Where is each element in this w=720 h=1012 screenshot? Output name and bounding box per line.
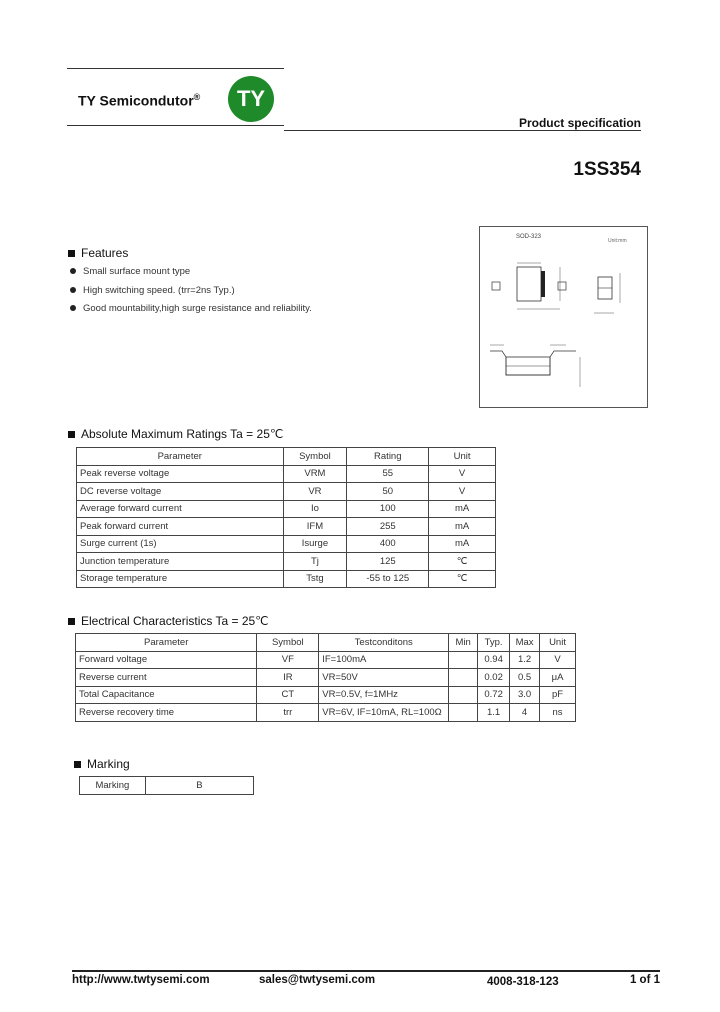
max-cell: 0.5 [510,669,540,687]
feature-item: High switching speed. (trr=2ns Typ.) [68,282,312,301]
column-header: Symbol [257,634,319,652]
max-cell: 3.0 [510,686,540,704]
footer-email[interactable]: sales@twtysemi.com [259,974,376,986]
section-square-icon [74,761,81,768]
top-view-body [517,267,541,301]
footer-phone: 4008-318-123 [487,976,559,988]
section-square-icon [68,618,75,625]
table-row [77,518,496,536]
condition-cell: IF=100mA [319,651,449,669]
top-view-band [541,271,545,297]
header-top-rule [67,68,284,69]
parameter-cell: Reverse current [76,669,257,687]
rating-cell: 255 [347,518,429,536]
parameter-cell: Surge current (1s) [77,535,284,553]
bottom-view-leads [490,351,576,375]
typ-cell: 1.1 [478,704,510,722]
column-header: Symbol [283,448,347,466]
table-row [76,669,576,687]
elec-title: Electrical Characteristics Ta = 25℃ [81,614,269,628]
parameter-cell: Storage temperature [77,570,284,588]
unit-cell: V [429,465,496,483]
table-row [76,704,576,722]
unit-cell: V [540,651,576,669]
column-header: Unit [540,634,576,652]
unit-cell: ℃ [429,570,496,588]
section-square-icon [68,431,75,438]
elec-heading [68,614,269,628]
footer-page-number: 1 of 1 [629,974,660,986]
parameter-cell: Total Capacitance [76,686,257,704]
features-title: Features [81,246,129,260]
min-cell [449,669,478,687]
parameter-cell: Forward voltage [76,651,257,669]
parameter-cell: Reverse recovery time [76,704,257,722]
top-view-lead-left [492,282,500,290]
table-row [77,465,496,483]
min-cell [449,686,478,704]
feature-item: Good mountability,high surge resistance and reliability. [68,300,312,319]
symbol-cell: IR [257,669,319,687]
abs-max-table [76,447,496,588]
typ-cell: 0.94 [478,651,510,669]
table-row [76,686,576,704]
symbol-cell: Isurge [283,535,347,553]
unit-cell: ℃ [429,553,496,571]
condition-cell: VR=0.5V, f=1MHz [319,686,449,704]
rating-cell: 55 [347,465,429,483]
table-row [77,570,496,588]
rating-cell: -55 to 125 [347,570,429,588]
symbol-cell: Tstg [283,570,347,588]
features-heading [68,246,128,260]
package-name: SOD-323 [516,234,542,240]
unit-cell: μA [540,669,576,687]
header-rule-left [67,125,284,126]
symbol-cell: VRM [283,465,347,483]
table-row [80,777,254,795]
condition-cell: VR=50V [319,669,449,687]
symbol-cell: VF [257,651,319,669]
max-cell: 1.2 [510,651,540,669]
marking-label-cell: Marking [80,777,146,795]
table-row [77,483,496,501]
company-logo [228,76,274,122]
unit-cell: ns [540,704,576,722]
section-square-icon [68,250,75,257]
unit-cell: mA [429,535,496,553]
company-name-text: TY Semicondutor [78,92,194,109]
rating-cell: 100 [347,500,429,518]
company-name [78,92,200,109]
footer-website[interactable]: http://www.twtysemi.com [72,974,210,986]
abs-max-heading [68,427,283,441]
top-view-lead-right [558,282,566,290]
table-row [76,651,576,669]
unit-cell: pF [540,686,576,704]
logo-text: TY [236,86,266,111]
table-row [77,535,496,553]
column-header: Min [449,634,478,652]
column-header: Rating [347,448,429,466]
rating-cell: 400 [347,535,429,553]
package-drawing-svg [480,227,647,407]
column-header: Testconditons [319,634,449,652]
column-header: Parameter [76,634,257,652]
column-header: Typ. [478,634,510,652]
rating-cell: 50 [347,483,429,501]
feature-item: Small surface mount type [68,263,312,282]
parameter-cell: DC reverse voltage [77,483,284,501]
column-header: Parameter [77,448,284,466]
symbol-cell: CT [257,686,319,704]
table-row [77,500,496,518]
symbol-cell: IFM [283,518,347,536]
marking-table [79,776,254,795]
min-cell [449,704,478,722]
elec-table [75,633,576,722]
product-specification: Product specification [518,116,641,130]
column-header: Unit [429,448,496,466]
abs-max-title: Absolute Maximum Ratings Ta = 25℃ [81,427,284,441]
registered-mark: ® [193,92,201,102]
symbol-cell: Tj [283,553,347,571]
table-row [77,553,496,571]
table-header-row [76,634,576,652]
parameter-cell: Peak forward current [77,518,284,536]
column-header: Max [510,634,540,652]
table-header-row [77,448,496,466]
symbol-cell: trr [257,704,319,722]
package-unit: Unit:mm [608,238,627,244]
condition-cell: VR=6V, IF=10mA, RL=100Ω [319,704,449,722]
unit-cell: V [429,483,496,501]
parameter-cell: Peak reverse voltage [77,465,284,483]
max-cell: 4 [510,704,540,722]
typ-cell: 0.02 [478,669,510,687]
unit-cell: mA [429,518,496,536]
footer-rule [72,970,660,972]
typ-cell: 0.72 [478,686,510,704]
part-number: 1SS354 [573,159,641,180]
marking-value-cell: B [145,777,253,795]
unit-cell: mA [429,500,496,518]
package-outline-drawing [479,226,648,408]
symbol-cell: Io [283,500,347,518]
features-list [68,263,312,319]
parameter-cell: Junction temperature [77,553,284,571]
marking-title: Marking [87,757,130,771]
marking-heading [74,757,130,771]
parameter-cell: Average forward current [77,500,284,518]
symbol-cell: VR [283,483,347,501]
header-rule-right [284,130,641,131]
min-cell [449,651,478,669]
rating-cell: 125 [347,553,429,571]
